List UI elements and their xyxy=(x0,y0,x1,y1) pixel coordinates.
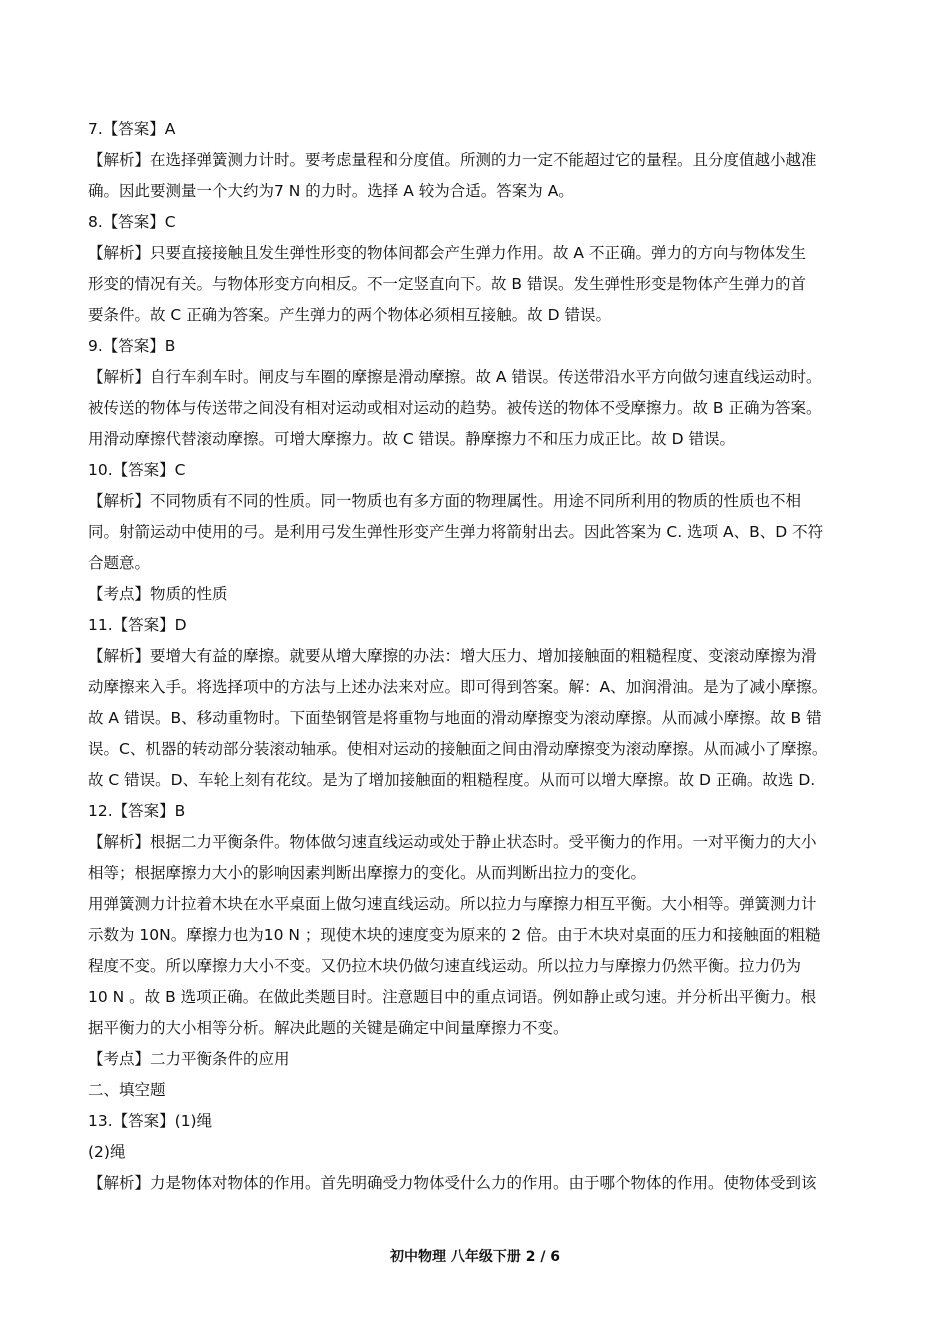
text-line: 9.【答案】B xyxy=(88,337,176,355)
text-line: 用弹簧测力计拉着木块在水平桌面上做匀速直线运动。所以拉力与摩擦力相互平衡。大小相等。弹簧测力计 xyxy=(88,895,817,913)
text-line: 动摩擦来入手。将选择项中的方法与上述办法来对应。即可得到答案。解：A、加润滑油。是为了减小摩擦。 xyxy=(88,678,828,696)
text-line: 同。射箭运动中使用的弓。是利用弓发生弹性形变产生弹力将箭射出去。因此答案为 C. 选项 A、B、D 不符 xyxy=(88,523,824,541)
text-line: 被传送的物体与传送带之间没有相对运动或相对运动的趋势。被传送的物体不受摩擦力。故 B 正确为答案。 xyxy=(88,399,822,417)
text-line: 【解析】不同物质有不同的性质。同一物质也有多方面的物理属性。用途不同所利用的物质的性质也不相 xyxy=(88,492,802,510)
text-line: 11.【答案】D xyxy=(88,616,187,634)
text-line: 10 N 。故 B 选项正确。在做此类题目时。注意题目中的重点词语。例如静止或匀速。并分析出平衡力。根 xyxy=(88,988,817,1006)
text-line: 确。因此要测量一个大约为7 N 的力时。选择 A 较为合适。答案为 A。 xyxy=(88,182,574,200)
text-line: 用滑动摩擦代替滚动摩擦。可增大摩擦力。故 C 错误。静摩擦力不和压力成正比。故 D 错误。 xyxy=(88,430,735,448)
text-line: 8.【答案】C xyxy=(88,213,176,231)
document-body xyxy=(88,114,868,1199)
text-line: 形变的情况有关。与物体形变方向相反。不一定竖直向下。故 B 错误。发生弹性形变是物体产生弹力的首 xyxy=(88,275,806,293)
text-line: 12.【答案】B xyxy=(88,802,186,820)
text-line: 故 C 错误。D、车轮上刻有花纹。是为了增加接触面的粗糙程度。从而可以增大摩擦。故 D 正确。故选 D. xyxy=(88,771,816,789)
text-line: 【考点】物质的性质 xyxy=(88,585,228,603)
text-line: 二、填空题 xyxy=(88,1081,166,1099)
text-line: 10.【答案】C xyxy=(88,461,186,479)
text-line: 【解析】只要直接接触且发生弹性形变的物体间都会产生弹力作用。故 A 不正确。弹力的方向与物体发生 xyxy=(88,244,806,262)
text-line: 【解析】自行车刹车时。闸皮与车圈的摩擦是滑动摩擦。故 A 错误。传送带沿水平方向做匀速直线运动时。 xyxy=(88,368,822,386)
page-footer: 初中物理 八年级下册 2 / 6 xyxy=(389,1249,561,1265)
text-line: 据平衡力的大小相等分析。解决此题的关键是确定中间量摩擦力不变。 xyxy=(88,1019,569,1037)
text-line: 相等；根据摩擦力大小的影响因素判断出摩擦力的变化。从而判断出拉力的变化。 xyxy=(88,864,647,882)
text-line: 【考点】二力平衡条件的应用 xyxy=(88,1050,290,1068)
text-line: 示数为 10N。摩擦力也为10 N ；现使木块的速度变为原来的 2 倍。由于木块对桌面的压力和接触面的粗糙 xyxy=(88,926,821,944)
text-line: 13.【答案】(1)绳 xyxy=(88,1112,213,1130)
text-line: 【解析】在选择弹簧测力计时。要考虑量程和分度值。所测的力一定不能超过它的量程。且分度值越小越准 xyxy=(88,151,817,169)
text-line: 【解析】力是物体对物体的作用。首先明确受力物体受什么力的作用。由于哪个物体的作用。使物体受到该 xyxy=(88,1174,817,1192)
text-line: (2)绳 xyxy=(88,1143,126,1161)
text-line: 7.【答案】A xyxy=(88,120,176,138)
text-line: 合题意。 xyxy=(88,554,151,572)
text-line: 故 A 错误。B、移动重物时。下面垫钢管是将重物与地面的滑动摩擦变为滚动摩擦。从而减小摩擦。故 B 错 xyxy=(88,709,822,727)
text-line: 误。C、机器的转动部分装滚动轴承。使相对运动的接触面之间由滑动摩擦变为滚动摩擦。从而减小了摩擦。 xyxy=(88,740,828,758)
text-line: 程度不变。所以摩擦力大小不变。又仍拉木块仍做匀速直线运动。所以拉力与摩擦力仍然平衡。拉力仍为 xyxy=(88,957,802,975)
text-line: 【解析】根据二力平衡条件。物体做匀速直线运动或处于静止状态时。受平衡力的作用。一对平衡力的大小 xyxy=(88,833,817,851)
text-line: 要条件。故 C 正确为答案。产生弹力的两个物体必须相互接触。故 D 错误。 xyxy=(88,306,611,324)
text-line: 【解析】要增大有益的摩擦。就要从增大摩擦的办法：增大压力、增加接触面的粗糙程度、变滚动摩擦为滑 xyxy=(88,647,817,665)
